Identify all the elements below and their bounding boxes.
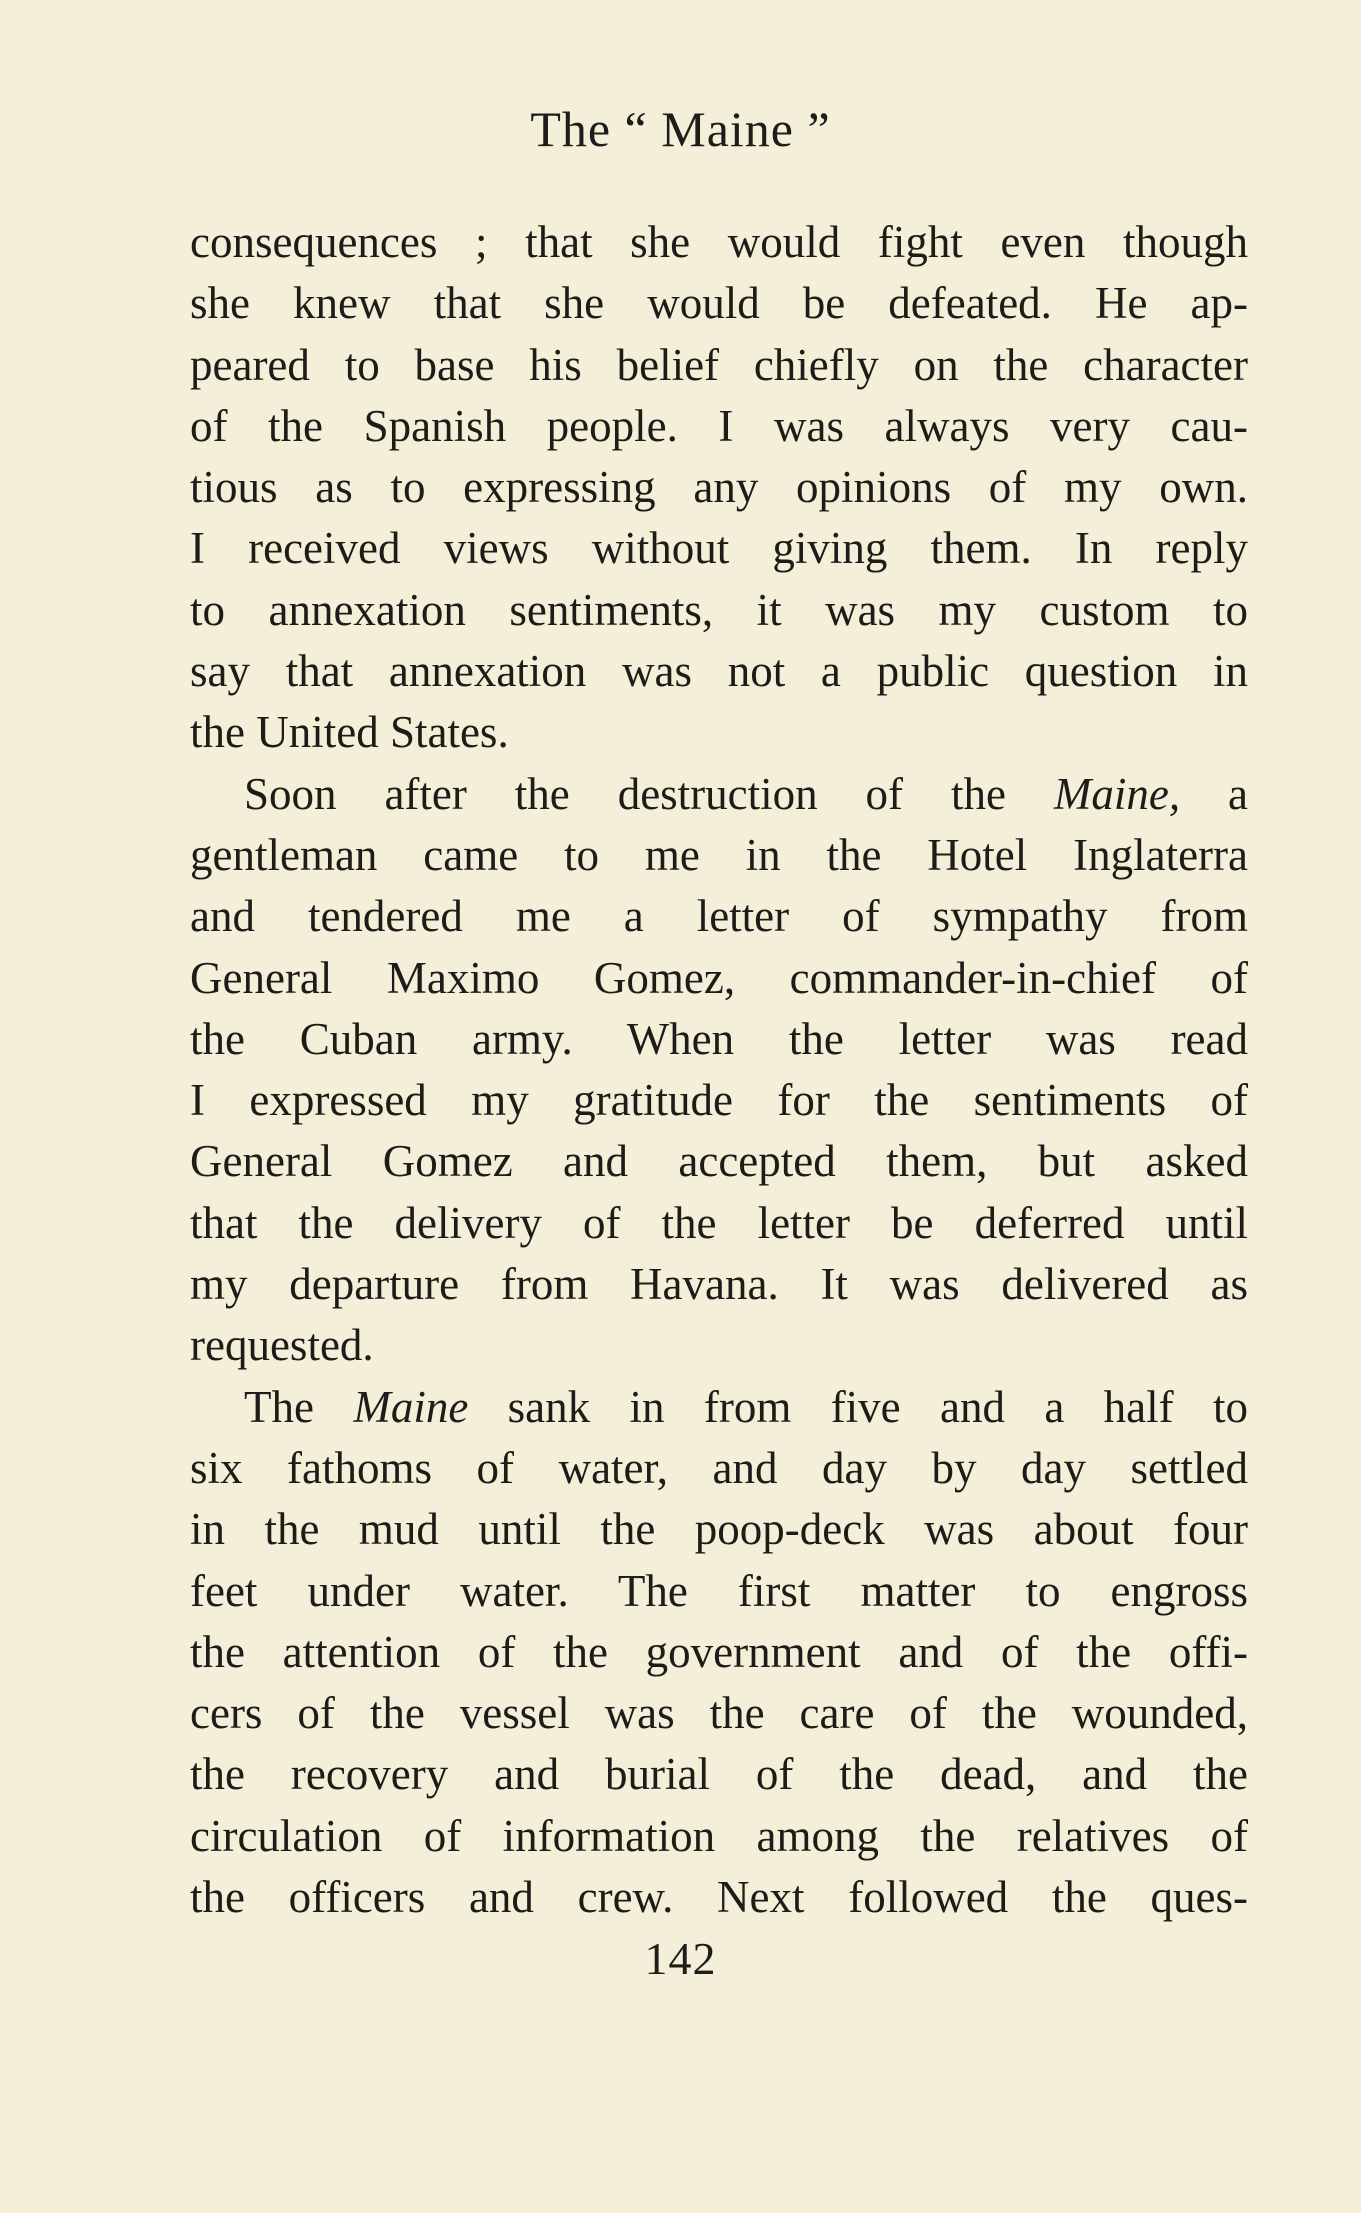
text-run: The xyxy=(244,1381,354,1432)
text-line: the attention of the government and of the offi- xyxy=(190,1626,1248,1677)
text-line: requested. xyxy=(190,1320,374,1371)
text-line: I expressed my gratitude for the sentiments of xyxy=(190,1075,1248,1126)
paragraph-3 xyxy=(190,1377,1248,1929)
text-line: General Gomez and accepted them, but asked xyxy=(190,1136,1248,1187)
text-line: to annexation sentiments, it was my custom to xyxy=(190,584,1248,635)
text-line: cers of the vessel was the care of the wounded, xyxy=(190,1688,1248,1739)
text-line: six fathoms of water, and day by day settled xyxy=(190,1442,1248,1493)
text-line: she knew that she would be defeated. He ap- xyxy=(190,278,1248,329)
text-line: consequences ; that she would fight even though xyxy=(190,217,1248,267)
text-line: feet under water. The first matter to engross xyxy=(190,1565,1248,1616)
page-number: 142 xyxy=(644,1933,717,1984)
text-line: General Maximo Gomez, commander-in-chief of xyxy=(190,952,1248,1003)
paragraph-1 xyxy=(190,212,1248,764)
text-line: of the Spanish people. I was always very cau- xyxy=(190,400,1248,451)
body-text xyxy=(190,212,1248,1928)
text-line: tious as to expressing any opinions of my own. xyxy=(190,462,1248,513)
text-line xyxy=(190,764,1248,825)
ship-name-italic: Maine xyxy=(353,1381,469,1432)
text-line: the officers and crew. Next followed the ques- xyxy=(190,1872,1248,1923)
text-line xyxy=(190,1377,1248,1438)
text-line: the United States. xyxy=(190,707,509,758)
text-line: my departure from Havana. It was delivered as xyxy=(190,1259,1248,1310)
text-line: the Cuban army. When the letter was read xyxy=(190,1013,1248,1064)
text-line: in the mud until the poop-deck was about four xyxy=(190,1504,1248,1555)
text-line: circulation of information among the relatives of xyxy=(190,1810,1248,1861)
text-line: gentleman came to me in the Hotel Inglaterra xyxy=(190,829,1248,880)
text-line: and tendered me a letter of sympathy from xyxy=(190,891,1248,942)
text-line: that the delivery of the letter be deferred until xyxy=(190,1197,1248,1248)
text-line: say that annexation was not a public question in xyxy=(190,646,1248,697)
paragraph-2 xyxy=(190,764,1248,1377)
text-run: a xyxy=(1180,768,1248,819)
text-line: I received views without giving them. In reply xyxy=(190,523,1248,574)
text-run: Soon after the destruction of the xyxy=(244,768,1054,819)
running-head: The “ Maine ” xyxy=(530,101,831,157)
text-run: sank in from five and a half to xyxy=(468,1381,1248,1432)
text-line: peared to base his belief chiefly on the character xyxy=(190,339,1248,390)
ship-name-italic: Maine, xyxy=(1053,768,1181,819)
text-line: the recovery and burial of the dead, and the xyxy=(190,1749,1248,1800)
